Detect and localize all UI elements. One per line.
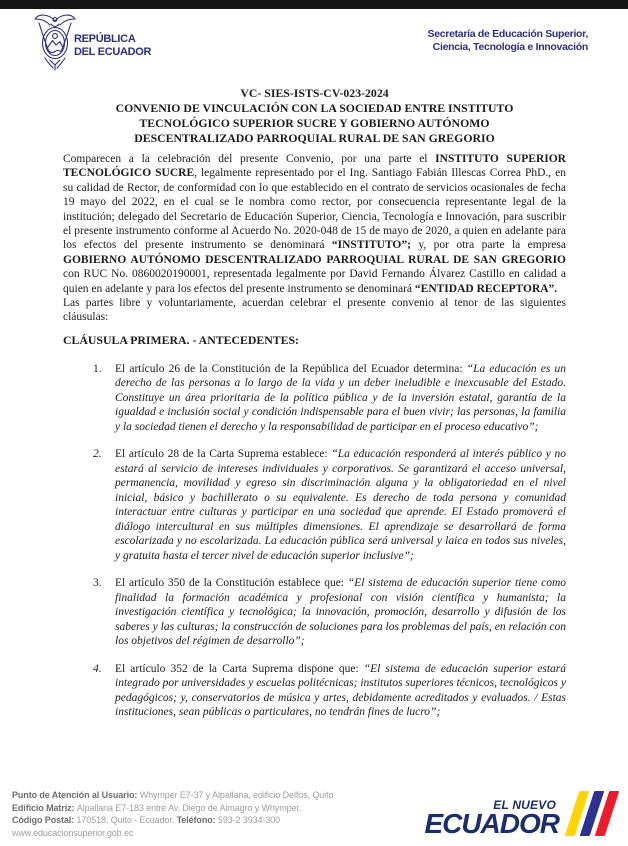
document-body (63, 86, 566, 733)
secretaria-label (428, 28, 589, 54)
republic-label (74, 33, 151, 58)
ecuador-coat-of-arms-icon (33, 12, 77, 79)
acuerdo-paragraph: Las partes libre y voluntariamente, acuerdan celebrar el presente convenio al tenor de las siguientes cláusulas: (63, 297, 566, 324)
brand-top-label: EL NUEVO (493, 798, 556, 812)
footer-line-atencion: Punto de Atención al Usuario: Whymper E7-37 y Alpallana, edificio Delfos, Quito (12, 789, 334, 800)
footer-contact-info (12, 789, 333, 840)
brand-stripes-icon (567, 791, 612, 836)
el-nuevo-ecuador-logo (424, 791, 612, 839)
secretaria-line1: Secretaría de Educación Superior, (427, 28, 588, 40)
list-item (63, 447, 566, 563)
antecedentes-list (63, 362, 566, 720)
list-item-text: El artículo 26 de la Constitución de la República del Ecuador determina: “La educación es un derecho de las personas a lo largo de la vida y un deber ineludible e inexcusable del Estado. Constituye un área prioritaria de la política pública y de la inversión estatal, garantía de la igualdad e inclusión social y condición indispensable para el buen vivir; las personas, la familia y la sociedad tienen el derecho y la responsabilidad de participar en el proceso educativo”; (115, 362, 566, 433)
list-item-text: El artículo 28 de la Carta Suprema establece: “La educación responderá al interés público y no estará al servicio de intereses individuales y corporativos. Se garantizará el acceso universal, permanencia, movilidad y egreso sin discriminación alguna y la obligatoriedad en el nivel inicial, básico y bachillerato o su equivalente. Es derecho de toda persona y comunidad interactuar entre culturas y participar en una sociedad que aprende. El Estado promoverá el diálogo intercultural en sus múltiples dimensiones. El aprendizaje se desarrollará de forma escolarizada y no escolarizada. La educación pública será universal y laica en todos sus niveles, y gratuita hasta el tercer nivel de educación superior inclusive”; (115, 448, 566, 562)
comparecencia-paragraph: Comparecen a la celebración del presente Convenio, por una parte el INSTITUTO SUPERIOR TECNOLÓGICO SUCRE, legalmente representado por el Ing. Santiago Fabián Illescas Correa PhD., en su calidad de Rector, de conformidad con lo que establecido en el contrato de servicios ocasionales de fecha 19 mayo del 2022, en el cual se le nombra como rector, por consecuencia representante legal de la institución; delegado del Secretario de Educación Superior, Ciencia, Tecnología e Innovación, para suscribir el presente instrumento conforme al Acuerdo No. 2020-048 de 15 de mayo de 2020, a quien en adelante para los efectos del presente instrumento se denominará “INSTITUTO”; y, por otra parte la empresa GOBIERNO AUTÓNOMO DESCENTRALIZADO PARROQUIAL RURAL DE SAN GREGORIO con RUC No. 0860020190001, representada legalmente por David Fernando Álvarez Castillo en calidad a quien en adelante y para los efectos del presente instrumento se denominará “ENTIDAD RECEPTORA”. (63, 153, 566, 295)
list-item-number: 2. (93, 448, 102, 461)
list-item-number: 4. (93, 662, 102, 675)
footer-line-postal-telefono: Código Postal: 170518, Quito - Ecuador. Teléfono: 593-2 3934-300 (12, 815, 281, 826)
footer-website: www.educacionsuperior.gob.ec (12, 828, 134, 839)
brand-main-label: ECUADOR (424, 808, 559, 839)
brand-wordmark (424, 798, 559, 839)
title-line: CONVENIO DE VINCULACIÓN CON LA SOCIEDAD ENTRE INSTITUTO (115, 101, 514, 115)
list-item (63, 362, 566, 435)
republic-line2: DEL ECUADOR (74, 45, 152, 58)
list-item (63, 576, 566, 649)
clause-heading: CLÁUSULA PRIMERA. - ANTECEDENTES: (63, 332, 299, 347)
list-item-text: El artículo 350 de la Constitución establece que: “El sistema de educación superior tiene como finalidad la formación académica y profesional con visión científica y humanista; la investigación científica y tecnológica; la innovación, promoción, desarrollo y difusión de los saberes y las culturas; la construcción de soluciones para los problemas del país, en relación con los objetivos del régimen de desarrollo”; (115, 577, 566, 648)
list-item (63, 662, 566, 720)
document-code: VC- SIES-ISTS-CV-023-2024 (240, 86, 389, 100)
document-title (63, 86, 566, 146)
footer-line-matriz: Edificio Matriz: Alpallana E7-183 entre Av. Diego de Almagro y Whymper. (12, 802, 302, 813)
top-black-bar (0, 0, 628, 9)
list-item-number: 1. (93, 362, 102, 375)
secretaria-line2: Ciencia, Tecnología e Innovación (432, 41, 588, 53)
republic-line1: REPÚBLICA (74, 33, 136, 45)
title-line: TECNOLÓGICO SUPERIOR SUCRE Y GOBIERNO AUTÓNOMO (139, 116, 490, 130)
list-item-number: 3. (93, 577, 102, 590)
list-item-text: El artículo 352 de la Carta Suprema dispone que: “El sistema de educación superior estará integrado por universidades y escuelas politécnicas; institutos superiores técnicos, tecnológicos y pedagógicos; y, conservatorios de música y artes, debidamente acreditados y evaluados. / Estas instituciones, sean públicas o particulares, no tendrán fines de lucro”; (115, 662, 567, 719)
title-line: DESCENTRALIZADO PARROQUIAL RURAL DE SAN GREGORIO (134, 131, 495, 145)
letterhead (0, 9, 628, 75)
